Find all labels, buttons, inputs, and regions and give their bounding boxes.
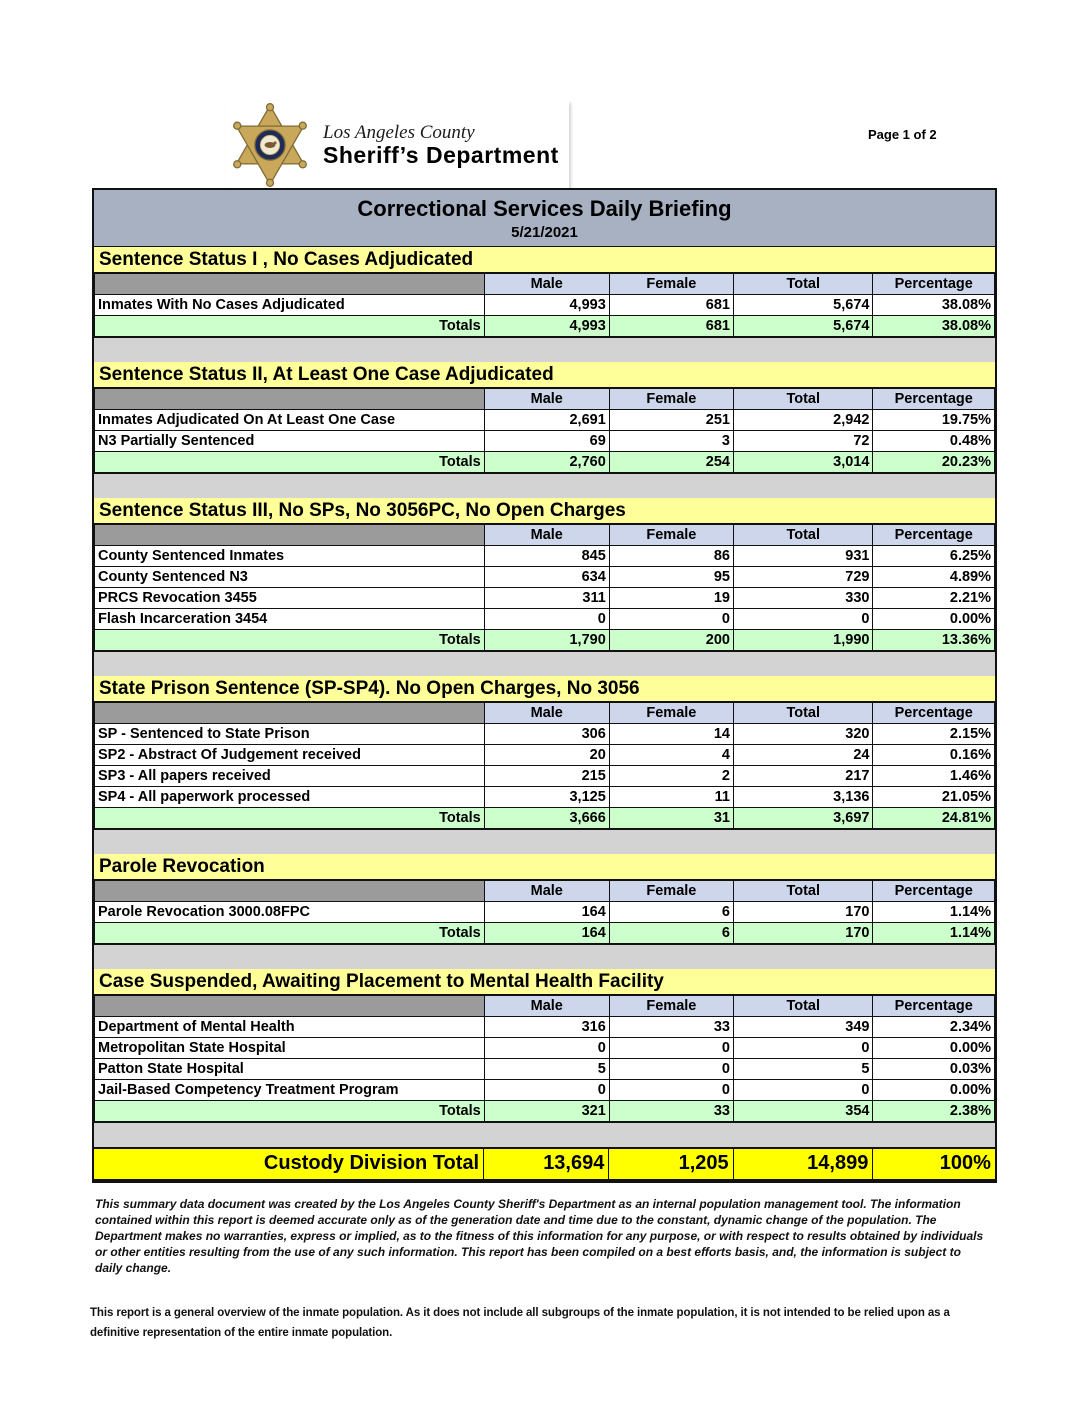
row-label: PRCS Revocation 3455 (95, 588, 485, 609)
row-total: 5,674 (733, 295, 873, 316)
totals-percentage: 20.23% (873, 452, 995, 473)
row-percentage: 1.14% (873, 902, 995, 923)
section-title: Sentence Status III, No SPs, No 3056PC, No Open Charges (94, 498, 995, 524)
row-male: 311 (484, 588, 609, 609)
totals-total: 354 (733, 1101, 873, 1122)
totals-row (95, 630, 995, 651)
totals-total: 170 (733, 923, 873, 944)
column-header-male: Male (484, 881, 609, 902)
column-header-female: Female (609, 274, 733, 295)
corner-cell (95, 996, 485, 1017)
column-header-percentage: Percentage (873, 881, 995, 902)
row-total: 2,942 (733, 410, 873, 431)
corner-cell (95, 274, 485, 295)
column-header-row (95, 274, 995, 295)
row-total: 170 (733, 902, 873, 923)
row-male: 69 (484, 431, 609, 452)
totals-total: 5,674 (733, 316, 873, 337)
custody-total-total: 14,899 (734, 1149, 874, 1179)
totals-label: Totals (95, 452, 485, 473)
table-row (95, 410, 995, 431)
row-total: 5 (733, 1059, 873, 1080)
row-female: 0 (609, 609, 733, 630)
totals-percentage: 2.38% (873, 1101, 995, 1122)
column-header-percentage: Percentage (873, 274, 995, 295)
totals-male: 164 (484, 923, 609, 944)
overview-footnote: This report is a general overview of the inmate population. As it does not include all subgroups of the inmate population, it is not intended to be relied upon as a definitive representation of the entire inmate population. (90, 1307, 950, 1339)
column-header-female: Female (609, 389, 733, 410)
table-row (95, 745, 995, 766)
row-total: 3,136 (733, 787, 873, 808)
row-male: 634 (484, 567, 609, 588)
row-male: 215 (484, 766, 609, 787)
row-female: 0 (609, 1038, 733, 1059)
totals-row (95, 1101, 995, 1122)
column-header-male: Male (484, 703, 609, 724)
column-header-total: Total (733, 881, 873, 902)
table-row (95, 609, 995, 630)
totals-male: 1,790 (484, 630, 609, 651)
row-label: Metropolitan State Hospital (95, 1038, 485, 1059)
column-header-male: Male (484, 996, 609, 1017)
table-row (95, 295, 995, 316)
section-table (94, 524, 995, 651)
row-percentage: 4.89% (873, 567, 995, 588)
row-label: Jail-Based Competency Treatment Program (95, 1080, 485, 1101)
custody-division-total-row (94, 1147, 995, 1181)
row-male: 0 (484, 609, 609, 630)
section-spacer (94, 338, 995, 362)
row-label: N3 Partially Sentenced (95, 431, 485, 452)
column-header-total: Total (733, 525, 873, 546)
section-title: Sentence Status I , No Cases Adjudicated (94, 247, 995, 273)
report-section (94, 498, 995, 652)
totals-percentage: 13.36% (873, 630, 995, 651)
table-row (95, 787, 995, 808)
column-header-female: Female (609, 703, 733, 724)
row-label: SP3 - All papers received (95, 766, 485, 787)
row-percentage: 2.21% (873, 588, 995, 609)
table-row (95, 567, 995, 588)
row-female: 86 (609, 546, 733, 567)
row-percentage: 0.48% (873, 431, 995, 452)
section-table (94, 702, 995, 829)
totals-female: 681 (609, 316, 733, 337)
totals-row (95, 452, 995, 473)
report-sections (94, 247, 995, 1147)
column-header-percentage: Percentage (873, 703, 995, 724)
row-female: 3 (609, 431, 733, 452)
page-header (0, 0, 1088, 188)
row-male: 164 (484, 902, 609, 923)
totals-percentage: 1.14% (873, 923, 995, 944)
table-row (95, 1059, 995, 1080)
column-header-row (95, 703, 995, 724)
report-title-bar (94, 190, 995, 247)
row-label: County Sentenced Inmates (95, 546, 485, 567)
row-female: 33 (609, 1017, 733, 1038)
column-header-row (95, 996, 995, 1017)
section-table (94, 995, 995, 1122)
column-header-row (95, 389, 995, 410)
logo-department-text: Sheriff’s Department (323, 141, 559, 168)
section-title: Parole Revocation (94, 854, 995, 880)
table-row (95, 902, 995, 923)
row-total: 0 (733, 1080, 873, 1101)
section-spacer (94, 830, 995, 854)
row-male: 306 (484, 724, 609, 745)
row-percentage: 0.00% (873, 609, 995, 630)
custody-total-male: 13,694 (484, 1149, 609, 1179)
totals-label: Totals (95, 630, 485, 651)
row-male: 5 (484, 1059, 609, 1080)
totals-female: 6 (609, 923, 733, 944)
totals-male: 3,666 (484, 808, 609, 829)
totals-percentage: 24.81% (873, 808, 995, 829)
column-header-percentage: Percentage (873, 996, 995, 1017)
row-female: 0 (609, 1059, 733, 1080)
row-total: 729 (733, 567, 873, 588)
row-female: 6 (609, 902, 733, 923)
totals-male: 321 (484, 1101, 609, 1122)
column-header-male: Male (484, 274, 609, 295)
row-total: 24 (733, 745, 873, 766)
section-spacer (94, 652, 995, 676)
totals-female: 31 (609, 808, 733, 829)
logo-text (323, 123, 559, 167)
row-male: 3,125 (484, 787, 609, 808)
totals-label: Totals (95, 1101, 485, 1122)
table-row (95, 546, 995, 567)
row-percentage: 0.16% (873, 745, 995, 766)
custody-total-label: Custody Division Total (94, 1149, 484, 1179)
totals-label: Totals (95, 316, 485, 337)
section-title: Case Suspended, Awaiting Placement to Mental Health Facility (94, 969, 995, 995)
row-total: 0 (733, 1038, 873, 1059)
row-percentage: 6.25% (873, 546, 995, 567)
row-label: County Sentenced N3 (95, 567, 485, 588)
report-section (94, 969, 995, 1123)
section-title: State Prison Sentence (SP-SP4). No Open Charges, No 3056 (94, 676, 995, 702)
row-female: 4 (609, 745, 733, 766)
totals-male: 4,993 (484, 316, 609, 337)
corner-cell (95, 389, 485, 410)
totals-female: 254 (609, 452, 733, 473)
row-label: Department of Mental Health (95, 1017, 485, 1038)
row-label: SP2 - Abstract Of Judgement received (95, 745, 485, 766)
totals-total: 3,697 (733, 808, 873, 829)
row-female: 2 (609, 766, 733, 787)
row-male: 0 (484, 1080, 609, 1101)
report-date: 5/21/2021 (511, 224, 578, 241)
row-female: 11 (609, 787, 733, 808)
column-header-male: Male (484, 389, 609, 410)
column-header-total: Total (733, 274, 873, 295)
totals-percentage: 38.08% (873, 316, 995, 337)
column-header-male: Male (484, 525, 609, 546)
corner-cell (95, 525, 485, 546)
page-number: Page 1 of 2 (868, 127, 937, 142)
row-total: 349 (733, 1017, 873, 1038)
row-label: SP - Sentenced to State Prison (95, 724, 485, 745)
table-row (95, 1017, 995, 1038)
row-total: 217 (733, 766, 873, 787)
row-label: Inmates Adjudicated On At Least One Case (95, 410, 485, 431)
row-total: 931 (733, 546, 873, 567)
corner-cell (95, 703, 485, 724)
row-male: 20 (484, 745, 609, 766)
totals-total: 3,014 (733, 452, 873, 473)
row-label: Parole Revocation 3000.08FPC (95, 902, 485, 923)
row-percentage: 1.46% (873, 766, 995, 787)
row-percentage: 38.08% (873, 295, 995, 316)
section-spacer (94, 945, 995, 969)
row-male: 4,993 (484, 295, 609, 316)
column-header-female: Female (609, 996, 733, 1017)
disclaimer-footnote: This summary data document was created by the Los Angeles County Sheriff's Department as an internal population management tool. The information contained within this report is deemed accurate only as of the generation date and time due to the constant, dynamic change of the population. The Department makes no warranties, express or implied, as to the fitness of this information for any purpose, or with respect to results obtained by individuals or other entities resulting from the use of any such information. This report has been compiled on a best efforts basis, and, the information is subject to daily change. (95, 1197, 984, 1275)
column-header-female: Female (609, 525, 733, 546)
row-percentage: 2.34% (873, 1017, 995, 1038)
section-title: Sentence Status II, At Least One Case Adjudicated (94, 362, 995, 388)
section-table (94, 880, 995, 944)
row-male: 845 (484, 546, 609, 567)
totals-row (95, 316, 995, 337)
table-row (95, 431, 995, 452)
section-spacer (94, 1123, 995, 1147)
table-row (95, 1038, 995, 1059)
column-header-female: Female (609, 881, 733, 902)
row-label: Inmates With No Cases Adjudicated (95, 295, 485, 316)
row-total: 320 (733, 724, 873, 745)
report-section (94, 247, 995, 338)
report-section (94, 854, 995, 945)
row-male: 0 (484, 1038, 609, 1059)
row-female: 0 (609, 1080, 733, 1101)
row-female: 95 (609, 567, 733, 588)
totals-female: 33 (609, 1101, 733, 1122)
daily-briefing-report (92, 188, 997, 1183)
logo-county-text: Los Angeles County (323, 121, 475, 143)
table-row (95, 766, 995, 787)
custody-total-percentage: 100% (939, 1152, 991, 1174)
row-total: 0 (733, 609, 873, 630)
totals-male: 2,760 (484, 452, 609, 473)
sheriff-star-badge-icon (227, 103, 313, 187)
row-male: 316 (484, 1017, 609, 1038)
row-percentage: 19.75% (873, 410, 995, 431)
row-percentage: 0.00% (873, 1080, 995, 1101)
column-header-percentage: Percentage (873, 389, 995, 410)
row-label: Flash Incarceration 3454 (95, 609, 485, 630)
table-row (95, 588, 995, 609)
column-header-total: Total (733, 996, 873, 1017)
totals-row (95, 808, 995, 829)
row-female: 19 (609, 588, 733, 609)
row-total: 330 (733, 588, 873, 609)
section-table (94, 273, 995, 337)
row-female: 251 (609, 410, 733, 431)
row-percentage: 2.15% (873, 724, 995, 745)
corner-cell (95, 881, 485, 902)
row-percentage: 21.05% (873, 787, 995, 808)
row-total: 72 (733, 431, 873, 452)
totals-label: Totals (95, 923, 485, 944)
totals-female: 200 (609, 630, 733, 651)
table-row (95, 1080, 995, 1101)
column-header-percentage: Percentage (873, 525, 995, 546)
custody-total-female: 1,205 (609, 1149, 733, 1179)
row-female: 14 (609, 724, 733, 745)
column-header-total: Total (733, 389, 873, 410)
report-section (94, 362, 995, 474)
row-percentage: 0.00% (873, 1038, 995, 1059)
row-label: SP4 - All paperwork processed (95, 787, 485, 808)
totals-label: Totals (95, 808, 485, 829)
section-table (94, 388, 995, 473)
totals-total: 1,990 (733, 630, 873, 651)
row-male: 2,691 (484, 410, 609, 431)
section-spacer (94, 474, 995, 498)
department-logo (225, 101, 569, 193)
column-header-row (95, 881, 995, 902)
column-header-row (95, 525, 995, 546)
row-label: Patton State Hospital (95, 1059, 485, 1080)
table-row (95, 724, 995, 745)
column-header-total: Total (733, 703, 873, 724)
row-percentage: 0.03% (873, 1059, 995, 1080)
report-title: Correctional Services Daily Briefing (357, 196, 732, 221)
totals-row (95, 923, 995, 944)
row-female: 681 (609, 295, 733, 316)
report-section (94, 676, 995, 830)
